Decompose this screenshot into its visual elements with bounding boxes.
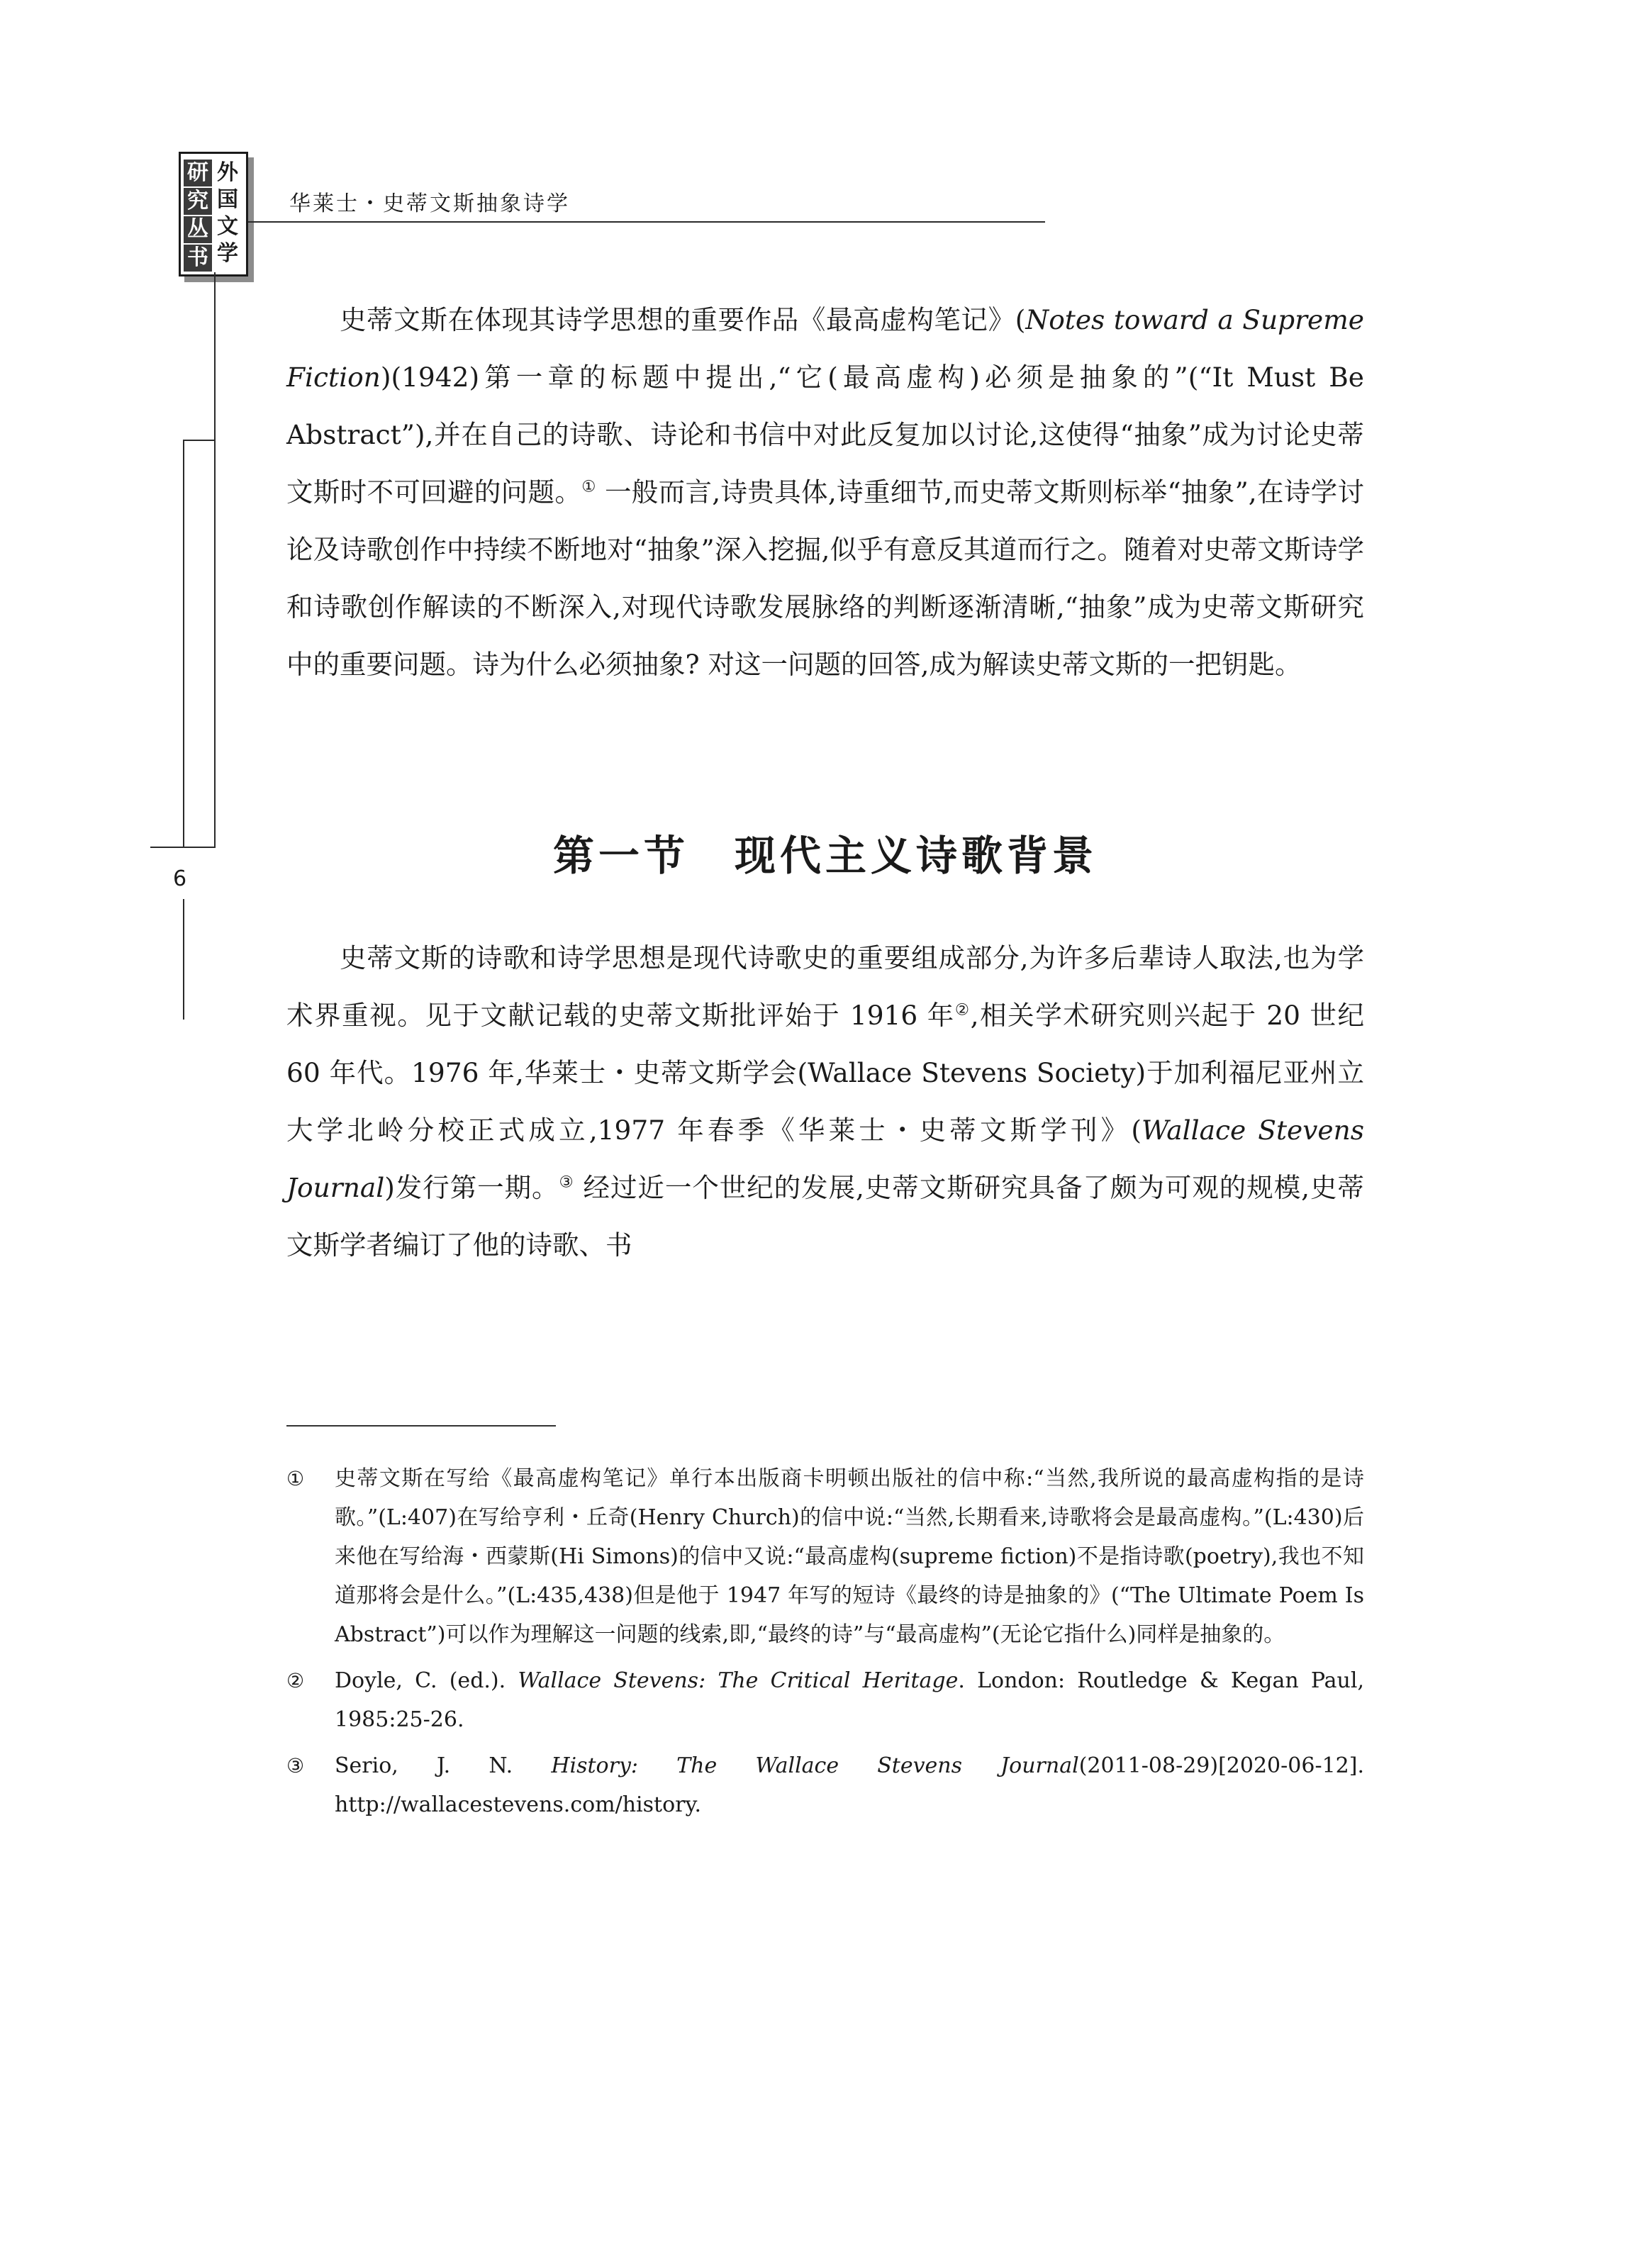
page-number: 6 xyxy=(173,866,187,891)
footnote-1 xyxy=(286,1459,1364,1654)
footnote-2 xyxy=(286,1661,1364,1739)
citation-author: Doyle, C. (ed.). xyxy=(335,1668,518,1693)
work-title: Notes toward a Supreme Fiction xyxy=(286,304,1364,393)
footnote-mark: ③ xyxy=(286,1754,305,1777)
text-run: 史蒂文斯在体现其诗学思想的重要作品《最高虚构笔记》( xyxy=(340,304,1026,335)
text-run: 一般而言,诗贵具体,诗重细节,而史蒂文斯则标举“抽象”,在诗学讨论及诗歌创作中持续不断地对“抽象”深入挖掘,似乎有意反其道而行之。随着对史蒂文斯诗学和诗歌创作解读的不断深入,对现代诗歌发展脉络的判断逐渐清晰,“抽象”成为史蒂文斯研究中的重要问题。诗为什么必须抽象? 对这一问题的回答,成为解读史蒂文斯的一把钥匙。 xyxy=(286,476,1365,680)
footnote-rule xyxy=(286,1425,556,1427)
series-badge-char: 学 xyxy=(217,241,238,266)
margin-rule xyxy=(150,847,216,848)
series-badge-left-column xyxy=(184,160,212,273)
footnote-mark: ② xyxy=(286,1669,305,1692)
text-run: )发行第一期。 xyxy=(384,1172,559,1203)
journal-title: Wallace Stevens Journal xyxy=(286,1115,1365,1203)
series-badge-char: 究 xyxy=(184,188,212,215)
citation-title: History: The Wallace Stevens Journal xyxy=(551,1753,1079,1778)
footnote-ref[interactable]: ① xyxy=(581,477,596,496)
footnote-ref[interactable]: ③ xyxy=(559,1173,574,1192)
series-badge-char: 文 xyxy=(217,214,238,239)
section-paragraph xyxy=(286,930,1364,1274)
footnotes xyxy=(286,1459,1364,1831)
footnote-ref[interactable]: ② xyxy=(954,1000,971,1020)
margin-rule xyxy=(183,899,184,1020)
footnote-text: 史蒂文斯在写给《最高虚构笔记》单行本出版商卡明顿出版社的信中称:“当然,我所说的最高虚构指的是诗歌。”(L:407)在写给亨利・丘奇(Henry Church)的信中说:“当然,长期看来,诗歌将会是最高虚构。”(L:430)后来他在写给海・西蒙斯(Hi Simons)的信中又说:“最高虚构(supreme fiction)不是指诗歌(poetry),我也不知道那将会是什么。”(L:435,438)但是他于 1947 年写的短诗《最终的诗是抽象的》(“The Ultimate Poem Is Abstract”)可以作为理解这一问题的线索,即,“最终的诗”与“最高虚构”(无论它指什么)同样是抽象的。 xyxy=(335,1466,1364,1647)
series-badge-char: 外 xyxy=(217,160,238,185)
margin-rule xyxy=(214,272,216,847)
series-badge-char: 研 xyxy=(184,160,212,186)
citation-details: . London: Routledge & Kegan Paul, 1985:25-26. xyxy=(335,1668,1365,1732)
header-rule xyxy=(248,221,1045,223)
series-badge-char: 丛 xyxy=(184,216,212,243)
footnote-mark: ① xyxy=(286,1467,305,1490)
text-run: )(1942)第一章的标题中提出,“它(最高虚构)必须是抽象的”(“It Must Be Abstract”),并在自己的诗歌、诗论和书信中对此反复加以讨论,这使得“抽象”成为讨论史蒂文斯时不可回避的问题。 xyxy=(286,362,1364,508)
citation-title: Wallace Stevens: The Critical Heritage xyxy=(518,1668,959,1693)
text-run: ,相关学术研究则兴起于 20 世纪 60 年代。1976 年,华莱士・史蒂文斯学会(Wallace Stevens Society)于加利福尼亚州立大学北岭分校正式成立,1977 年春季《华莱士・史蒂文斯学刊》( xyxy=(286,1000,1364,1146)
margin-rule xyxy=(183,440,216,441)
series-badge xyxy=(179,152,248,277)
footnote-text xyxy=(335,1661,1364,1739)
running-head: 华莱士・史蒂文斯抽象诗学 xyxy=(289,191,570,216)
intro-paragraph xyxy=(286,291,1364,693)
citation-author: Serio, J. N. xyxy=(335,1753,552,1778)
section-heading: 第一节 现代主义诗歌背景 xyxy=(552,832,1098,880)
footnote-text xyxy=(335,1746,1364,1824)
text-run: 经过近一个世纪的发展,史蒂文斯研究具备了颇为可观的规模,史蒂文斯学者编订了他的诗歌、书 xyxy=(286,1172,1364,1261)
series-badge-char: 书 xyxy=(184,245,212,272)
series-badge-right-column xyxy=(213,160,242,267)
margin-rule xyxy=(183,440,184,847)
text-run: 史蒂文斯的诗歌和诗学思想是现代诗歌史的重要组成部分,为许多后辈诗人取法,也为学术界重视。见于文献记载的史蒂文斯批评始于 1916 年 xyxy=(286,942,1364,1031)
citation-details[interactable]: (2011-08-29)[2020-06-12]. http://wallacestevens.com/history. xyxy=(335,1753,1364,1817)
series-badge-char: 国 xyxy=(217,187,238,212)
footnote-3 xyxy=(286,1746,1364,1824)
